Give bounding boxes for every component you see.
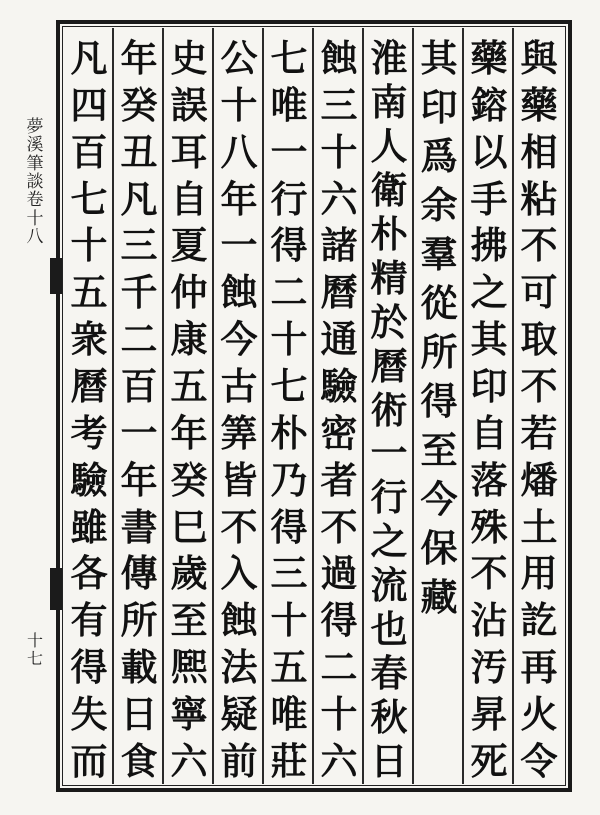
column-character: 十 [320, 129, 358, 174]
column-character: 精 [370, 255, 408, 300]
column-character: 秋 [370, 695, 408, 740]
column-character: 行 [270, 176, 308, 221]
page-number [22, 632, 48, 667]
text-column-1 [514, 36, 564, 783]
column-character: 訖 [520, 598, 558, 643]
column-character: 六 [170, 738, 208, 783]
column-character: 失 [70, 692, 108, 737]
column-character: 所 [420, 330, 458, 374]
title-character: 談 [26, 172, 44, 193]
column-character: 沾 [470, 598, 508, 643]
column-character: 二 [320, 645, 358, 690]
title-character: 溪 [26, 135, 44, 156]
column-character: 熈 [170, 645, 208, 690]
column-character: 諸 [320, 223, 358, 268]
column-character: 十 [270, 317, 308, 362]
column-character: 術 [370, 387, 408, 432]
column-character: 不 [220, 504, 258, 549]
title-character: 八 [26, 227, 44, 248]
column-character: 南 [370, 79, 408, 124]
column-character: 得 [270, 504, 308, 549]
column-character: 相 [520, 129, 558, 174]
column-character: 筭 [220, 410, 258, 455]
column-character: 七 [270, 364, 308, 409]
column-character: 蝕 [220, 598, 258, 643]
column-character: 入 [220, 551, 258, 596]
column-character: 殊 [470, 504, 508, 549]
column-character: 歲 [170, 551, 208, 596]
column-character: 蝕 [220, 270, 258, 315]
column-character: 而 [70, 738, 108, 783]
column-character: 再 [520, 645, 558, 690]
text-column-7 [214, 36, 264, 783]
column-character: 年 [120, 36, 158, 80]
column-character: 法 [220, 645, 258, 690]
title-character: 夢 [26, 117, 44, 137]
text-column-6 [264, 36, 314, 783]
column-character: 三 [320, 82, 358, 127]
column-character: 六 [320, 176, 358, 221]
column-character: 五 [70, 270, 108, 315]
column-character: 土 [520, 504, 558, 549]
column-character: 密 [320, 410, 358, 455]
column-character: 從 [420, 281, 458, 325]
column-character: 至 [420, 428, 458, 472]
column-character: 凡 [120, 176, 158, 221]
column-character: 余 [420, 183, 458, 227]
page-number-character: 七 [26, 648, 43, 668]
column-character: 日 [370, 739, 408, 783]
column-character: 昇 [470, 692, 508, 737]
title-character: 卷 [26, 190, 44, 211]
column-character: 用 [520, 551, 558, 596]
column-character: 一 [270, 129, 308, 174]
column-character: 之 [370, 519, 408, 564]
column-character: 七 [70, 176, 108, 221]
column-character: 淮 [370, 36, 408, 80]
column-character: 得 [320, 598, 358, 643]
column-character: 古 [220, 364, 258, 409]
column-character: 保 [420, 526, 458, 570]
text-column-5 [314, 36, 364, 783]
column-character: 羣 [420, 232, 458, 276]
column-character: 誤 [170, 82, 208, 127]
column-character: 汚 [470, 645, 508, 690]
page-number-character: 十 [26, 631, 43, 650]
column-character: 寧 [170, 692, 208, 737]
text-column-10 [64, 36, 114, 783]
column-character: 蝕 [320, 36, 358, 80]
column-character: 各 [70, 551, 108, 596]
column-character: 前 [220, 738, 258, 783]
column-character: 凡 [70, 36, 108, 80]
column-character: 不 [320, 504, 358, 549]
column-character: 春 [370, 651, 408, 696]
text-column-3 [414, 36, 464, 780]
column-character: 得 [420, 379, 458, 423]
column-character: 唯 [270, 82, 308, 127]
column-character: 自 [170, 176, 208, 221]
column-character: 二 [270, 270, 308, 315]
column-character: 三 [270, 551, 308, 596]
column-character: 衛 [370, 167, 408, 212]
column-character: 有 [70, 598, 108, 643]
column-character: 手 [470, 176, 508, 221]
column-character: 雖 [70, 504, 108, 549]
upper-fishtail-mark [50, 258, 62, 294]
column-character: 今 [420, 477, 458, 521]
column-character: 一 [120, 410, 158, 455]
book-title [22, 118, 48, 247]
column-character: 書 [120, 504, 158, 549]
column-character: 六 [320, 738, 358, 783]
text-column-8 [164, 36, 214, 783]
column-character: 驗 [70, 457, 108, 502]
column-character: 年 [170, 410, 208, 455]
column-character: 丑 [120, 129, 158, 174]
column-character: 與 [520, 36, 558, 80]
column-character: 爲 [420, 134, 458, 178]
column-character: 十 [70, 223, 108, 268]
column-character: 藏 [420, 575, 458, 619]
column-character: 藥 [520, 82, 558, 127]
column-character: 十 [270, 598, 308, 643]
column-character: 其 [420, 36, 458, 80]
column-character: 拂 [470, 223, 508, 268]
column-character: 朴 [270, 410, 308, 455]
column-character: 印 [470, 364, 508, 409]
column-character: 仲 [170, 270, 208, 315]
column-character: 鎔 [470, 82, 508, 127]
column-character: 之 [470, 270, 508, 315]
title-character: 十 [26, 208, 44, 229]
column-character: 考 [70, 410, 108, 455]
lower-fishtail-mark [50, 568, 62, 610]
column-character: 十 [220, 82, 258, 127]
column-character: 也 [370, 607, 408, 652]
column-character: 落 [470, 457, 508, 502]
column-character: 至 [170, 598, 208, 643]
column-character: 藥 [470, 36, 508, 80]
column-character: 過 [320, 551, 358, 596]
column-character: 傳 [120, 551, 158, 596]
column-character: 自 [470, 410, 508, 455]
column-character: 印 [420, 85, 458, 129]
column-character: 曆 [320, 270, 358, 315]
column-character: 人 [370, 123, 408, 168]
column-character: 不 [470, 551, 508, 596]
column-character: 十 [320, 692, 358, 737]
column-character: 癸 [170, 457, 208, 502]
column-character: 癸 [120, 82, 158, 127]
column-character: 五 [270, 645, 308, 690]
column-character: 食 [120, 738, 158, 783]
column-character: 不 [520, 223, 558, 268]
column-character: 四 [70, 82, 108, 127]
column-character: 一 [370, 431, 408, 476]
column-character: 燔 [520, 457, 558, 502]
column-character: 巳 [170, 504, 208, 549]
column-character: 若 [520, 410, 558, 455]
column-character: 康 [170, 317, 208, 362]
column-character: 取 [520, 317, 558, 362]
column-character: 疑 [220, 692, 258, 737]
column-character: 莊 [270, 738, 308, 783]
column-character: 五 [170, 364, 208, 409]
column-character: 流 [370, 563, 408, 608]
column-character: 乃 [270, 457, 308, 502]
column-character: 年 [120, 457, 158, 502]
column-character: 今 [220, 317, 258, 362]
text-column-9 [114, 36, 164, 783]
column-character: 載 [120, 645, 158, 690]
column-character: 行 [370, 475, 408, 520]
column-character: 得 [270, 223, 308, 268]
column-character: 火 [520, 692, 558, 737]
column-character: 所 [120, 598, 158, 643]
text-column-4 [364, 36, 414, 783]
column-character: 百 [70, 129, 108, 174]
column-character: 史 [170, 36, 208, 80]
column-character: 七 [270, 36, 308, 80]
title-character: 筆 [26, 153, 44, 174]
column-character: 皆 [220, 457, 258, 502]
column-character: 粘 [520, 176, 558, 221]
column-character: 日 [120, 692, 158, 737]
column-character: 年 [220, 176, 258, 221]
column-character: 耳 [170, 129, 208, 174]
column-character: 於 [370, 299, 408, 344]
column-character: 得 [70, 645, 108, 690]
column-character: 朴 [370, 211, 408, 256]
column-character: 衆 [70, 317, 108, 362]
column-character: 公 [220, 36, 258, 80]
column-character: 不 [520, 364, 558, 409]
column-character: 令 [520, 738, 558, 783]
text-column-2 [464, 36, 514, 783]
column-character: 驗 [320, 364, 358, 409]
column-character: 百 [120, 364, 158, 409]
column-character: 曆 [70, 364, 108, 409]
column-character: 三 [120, 223, 158, 268]
column-character: 曆 [370, 343, 408, 388]
column-character: 者 [320, 457, 358, 502]
column-character: 一 [220, 223, 258, 268]
column-character: 死 [470, 738, 508, 783]
column-character: 二 [120, 317, 158, 362]
column-character: 千 [120, 270, 158, 315]
column-character: 八 [220, 129, 258, 174]
column-character: 夏 [170, 223, 208, 268]
column-character: 可 [520, 270, 558, 315]
column-character: 唯 [270, 692, 308, 737]
column-character: 通 [320, 317, 358, 362]
column-character: 以 [470, 129, 508, 174]
column-character: 其 [470, 317, 508, 362]
